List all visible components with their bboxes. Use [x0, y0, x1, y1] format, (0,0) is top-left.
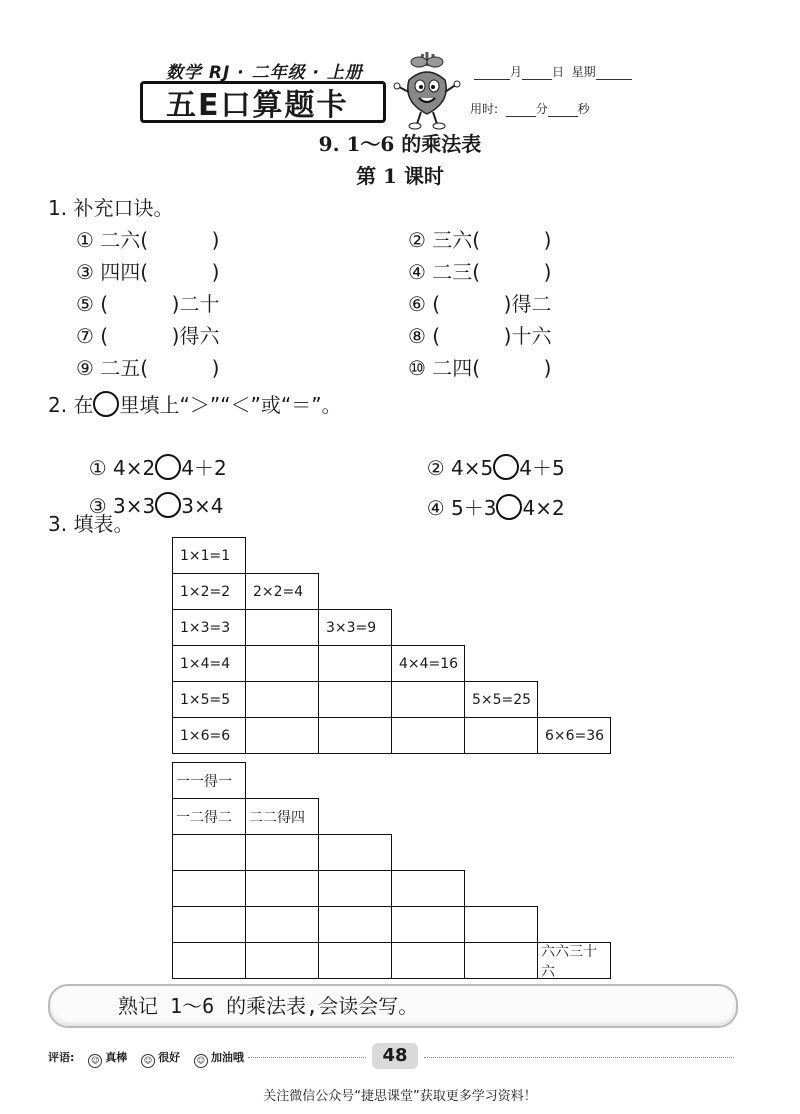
table-cell-blank[interactable]	[318, 942, 392, 979]
circle-icon	[93, 391, 119, 417]
period-title: 第 1 课时	[356, 164, 444, 188]
table-cell-blank[interactable]	[318, 834, 392, 871]
smile-face-icon[interactable]: ☺	[194, 1054, 208, 1068]
table-cell-blank[interactable]	[464, 717, 538, 754]
table-cell: 4×4=16	[391, 645, 465, 682]
table-cell: 6×6=36	[537, 717, 611, 754]
table-cell: 1×6=6	[172, 717, 246, 754]
q2-item: ① 4×2 4＋2	[88, 456, 227, 480]
footer-note: 关注微信公众号“捷思课堂”获取更多学习资料！	[263, 1089, 537, 1104]
table-cell-blank[interactable]	[245, 717, 319, 754]
seconds-blank[interactable]	[548, 104, 578, 117]
table-cell-blank[interactable]	[245, 906, 319, 943]
divider-left	[248, 1057, 366, 1058]
table-cell-blank[interactable]	[172, 870, 246, 907]
table-cell-blank[interactable]	[391, 942, 465, 979]
table-cell: 1×1=1	[172, 537, 246, 574]
table-cell-blank[interactable]	[245, 942, 319, 979]
table-cell: 1×3=3	[172, 609, 246, 646]
table-cell: 一二得二	[172, 798, 246, 835]
table-cell: 1×4=4	[172, 645, 246, 682]
table-cell-blank[interactable]	[318, 906, 392, 943]
table-cell: 1×2=2	[172, 573, 246, 610]
month-blank[interactable]	[474, 67, 510, 80]
table-cell-blank[interactable]	[464, 942, 538, 979]
table-cell-blank[interactable]	[172, 906, 246, 943]
table-cell: 六六三十六	[537, 942, 611, 979]
table-cell: 2×2=4	[245, 573, 319, 610]
q1-item[interactable]: ④ 二三( )	[408, 260, 552, 284]
q1-item[interactable]: ⑤ ( )二十	[76, 292, 220, 316]
q1-item[interactable]: ⑩ 二四( )	[408, 356, 552, 380]
table-cell: 5×5=25	[464, 681, 538, 718]
table-cell-blank[interactable]	[464, 906, 538, 943]
table-cell: 二二得四	[245, 798, 319, 835]
lesson-title: 9. 1～6 的乘法表	[318, 132, 482, 156]
q3-heading: 3. 填表。	[48, 512, 134, 536]
table-cell-blank[interactable]	[172, 834, 246, 871]
q1-item[interactable]: ⑧ ( )十六	[408, 324, 552, 348]
answer-circle[interactable]	[155, 492, 181, 518]
date-line: 月 日 星期	[474, 63, 632, 80]
weekday-blank[interactable]	[596, 67, 632, 80]
table-cell-blank[interactable]	[318, 870, 392, 907]
q2-item: ② 4×5 4＋5	[426, 456, 565, 480]
q1-heading: 1. 补充口诀。	[48, 196, 174, 220]
smile-face-icon[interactable]: ☺	[88, 1054, 102, 1068]
q2-heading: 2. 在 里填上“＞”“＜”或“＝”。	[48, 393, 342, 417]
brand-title: 五E口算题卡	[166, 88, 349, 123]
q1-item[interactable]: ⑨ 二五( )	[76, 356, 220, 380]
q1-item[interactable]: ③ 四四( )	[76, 260, 220, 284]
time-line: 用时: 分 秒	[470, 102, 590, 116]
table-cell: 1×5=5	[172, 681, 246, 718]
day-blank[interactable]	[522, 67, 552, 80]
table-cell-blank[interactable]	[391, 681, 465, 718]
mascot-illustration	[393, 50, 461, 130]
answer-circle[interactable]	[496, 494, 522, 520]
page-number: 48	[372, 1043, 418, 1069]
table-cell-blank[interactable]	[318, 645, 392, 682]
table-cell: 一一得一	[172, 762, 246, 799]
table-cell-blank[interactable]	[172, 942, 246, 979]
table-cell-blank[interactable]	[245, 645, 319, 682]
q1-item[interactable]: ② 三六( )	[408, 228, 552, 252]
q2-item: ③ 3×3 3×4	[88, 494, 224, 518]
table-cell: 3×3=9	[318, 609, 392, 646]
smile-face-icon[interactable]: ☺	[141, 1054, 155, 1068]
table-cell-blank[interactable]	[245, 609, 319, 646]
subject-label: 数学 RJ · 二年级 · 上册	[166, 63, 363, 83]
evaluation-row: 评语: ☺ 真棒 ☺ 很好 ☺ 加油哦	[48, 1049, 244, 1068]
q1-item[interactable]: ⑦ ( )得六	[76, 324, 220, 348]
table-cell-blank[interactable]	[245, 681, 319, 718]
table-cell-blank[interactable]	[245, 834, 319, 871]
q1-item[interactable]: ① 二六( )	[76, 228, 220, 252]
table-cell-blank[interactable]	[245, 870, 319, 907]
q1-item[interactable]: ⑥ ( )得二	[408, 292, 552, 316]
divider-right	[424, 1057, 734, 1058]
tip-text: 熟记 1～6 的乘法表,会读会写。	[118, 994, 419, 1018]
table-cell-blank[interactable]	[391, 870, 465, 907]
table-cell-blank[interactable]	[391, 717, 465, 754]
table-cell-blank[interactable]	[318, 681, 392, 718]
minutes-blank[interactable]	[506, 104, 536, 117]
table-cell-blank[interactable]	[391, 906, 465, 943]
q2-item: ④ 5＋3 4×2	[426, 496, 565, 520]
table-cell-blank[interactable]	[318, 717, 392, 754]
